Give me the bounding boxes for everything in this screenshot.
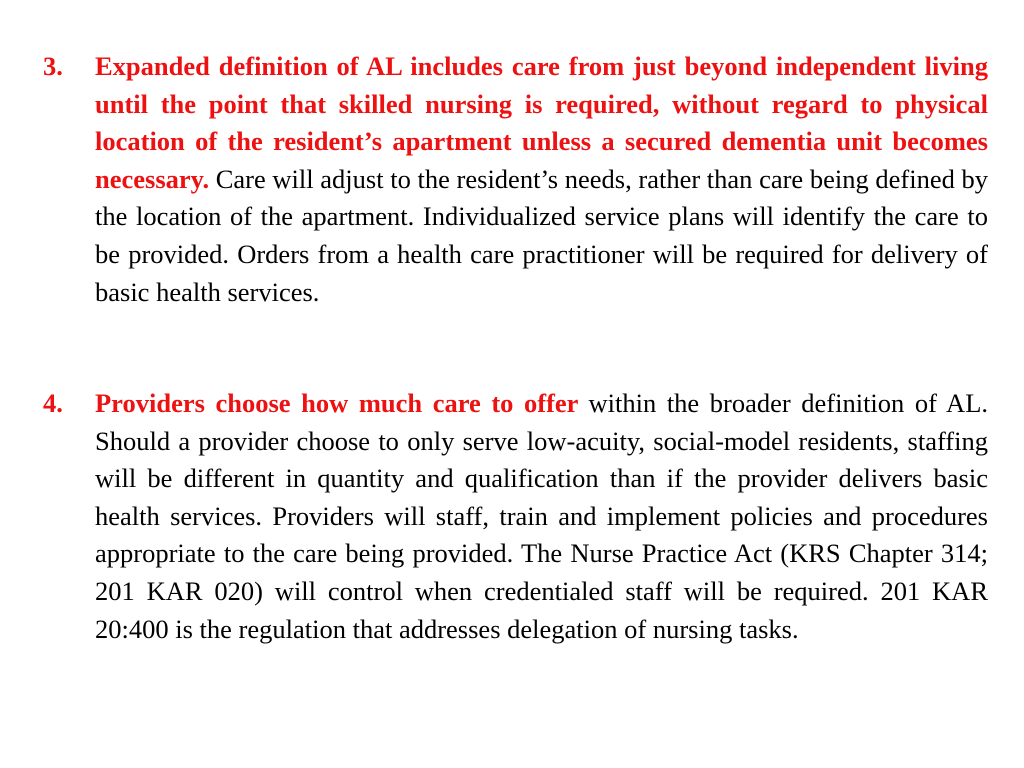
item-highlight-text: Expanded definition of AL includes care from just beyond independent living until the point that skilled nursing is required, without regard to physical location of the resident’s apartment unless a secured dementia unit becomes necessary.	[95, 51, 988, 194]
list-item-4	[43, 385, 989, 648]
item-body-text: Care will adjust to the resident’s needs, rather than care being defined by the location of the apartment. Individualized service plans will identify the care to be provided. Orders from a health care practitioner will be required for delivery of basic health services.	[95, 163, 988, 307]
list-item-3	[43, 48, 988, 311]
item-number: 3.	[43, 51, 63, 81]
item-number: 4.	[43, 388, 63, 418]
item-body-text: within the broader definition of AL. Should a provider choose to only serve low-acuity, social-model residents, staffing will be different in quantity and qualification than if the provider delivers basic health services. Providers will staff, train and implement policies and procedures appropriate to the care being provided. The Nurse Practice Act (KRS Chapter 314; 201 KAR 020) will control when credentialed staff will be required. 201 KAR 20:400 is the regulation that addresses delegation of nursing tasks.	[95, 388, 989, 644]
item-highlight-text: Providers choose how much care to offer	[95, 388, 589, 418]
